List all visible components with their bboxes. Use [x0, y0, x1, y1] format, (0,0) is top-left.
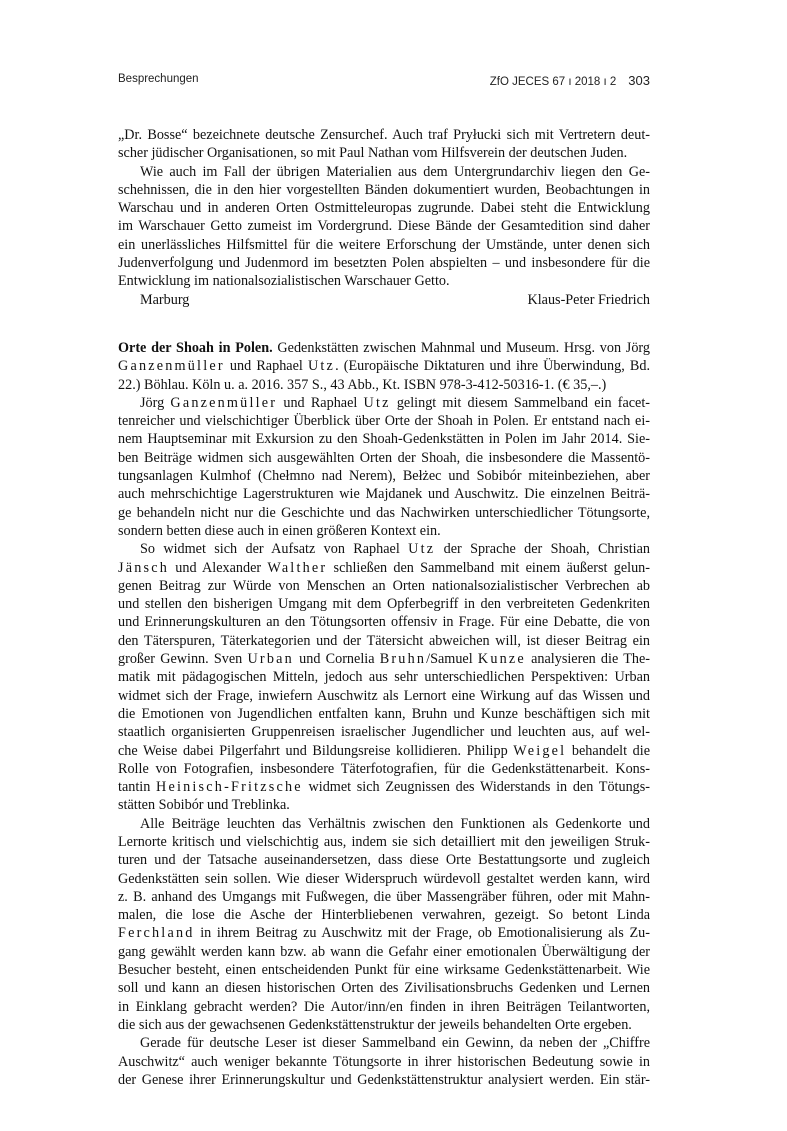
journal-name: ZfO JECES 67 ı 2018 ı 2 [489, 76, 617, 88]
text-line: im Warschauer Getto zumeist im Vordergrund. Diese Bände der Gesamtedition sind daher [118, 218, 650, 235]
text-line: tenreicher und vielschichtiger Überblick über Orte der Shoah in Polen. Er entstand nach ei- [118, 413, 650, 430]
page-number: 303 [628, 73, 650, 88]
running-header [118, 73, 650, 91]
person-name: Kunze [477, 651, 526, 668]
text-line: scher jüdischer Organisationen, so mit Paul Nathan vom Hilfsverein der deutschen Juden. [118, 145, 628, 162]
person-name: Bruhn [379, 651, 427, 668]
biblio-line: Orte der Shoah in Polen. Gedenkstätten zwischen Mahnmal und Museum. Hrsg. von Jörg [118, 339, 650, 356]
text-line: staatlich organisierten Gruppenreisen israelischer Jugendlicher und leuchten aus, auf wel- [118, 724, 650, 741]
text-line: nem Hauptseminar mit Exkursion zu den Shoah-Gedenkstätten in Polen im Jahr 2014. Sie- [118, 431, 650, 448]
text-line: matik mit pädagogischen Mitteln, jedoch aus sehr unterschiedlichen Perspektiven: Urban [118, 669, 650, 686]
text-line: großer Gewinn. Sven Urban und Cornelia Bruhn/Samuel Kunze analysieren die The- [118, 651, 650, 668]
text-line: tantin Heinisch-Fritzsche widmet sich Zeugnissen des Widerstands in den Tötungs- [118, 779, 651, 796]
person-name: Ferchland [118, 925, 195, 942]
person-name: Heinisch-Fritzsche [156, 779, 303, 796]
text-line: genen Beitrag zur Würde von Menschen an Orten nationalsozialistischer Verbrechen ab [118, 577, 650, 594]
text-line: So widmet sich der Aufsatz von Raphael Utz der Sprache der Shoah, Christian [140, 541, 650, 558]
text-line: stätten Sobibór und Treblinka. [118, 797, 290, 814]
reviewer-name: Klaus-Peter Friedrich [527, 291, 650, 308]
text-line: Rolle von Fotografien, insbesondere Täterfotografien, für die Gedenkstättenarbeit. Kons- [118, 760, 650, 777]
text-line: und stellen den bisherigen Umgang mit dem Opferbegriff in den verbreiteten Gedenkriten [118, 596, 650, 613]
text-line: Wie auch im Fall der übrigen Materialien aus dem Untergrundarchiv liegen den Ge- [140, 163, 650, 180]
text-line: ge behandeln nicht nur die Geschichte und das Nachwirken unterschiedlicher Tötungsorte, [118, 504, 650, 521]
person-name: Walther [267, 559, 328, 576]
text-line: Entwicklung im nationalsozialistischen Warschauer Getto. [118, 273, 450, 290]
text-line: Ferchland in ihrem Beitrag zu Auschwitz mit der Frage, ob Emotionalisierung als Zu- [118, 925, 650, 942]
text-line: malen, die lose die Asche der Hinterbliebenen verwahren, gezeigt. So betont Linda [118, 907, 650, 924]
text-line: Lernorte kritisch und vielschichtig aus, indem sie sich detailliert mit den jeweiligen Struk- [118, 833, 650, 850]
text-line: Alle Beiträge leuchten das Verhältnis zwischen den Funktionen als Gedenkorte und [140, 815, 650, 832]
text-line: gang gewählt werden kann bzw. ab wann die Gefahr einer emotionalen Überwältigung der [118, 943, 650, 960]
text-line: den Täterspuren, Täterkategorien und der Tätersicht abweichen will, ist dieser Beitrag ein [118, 632, 650, 649]
text-line: ben Beiträge widmen sich ausgewählten Orten der Shoah, die insbesondere die Massentö- [118, 449, 650, 466]
biblio-line: 22.) Böhlau. Köln u. a. 2016. 357 S., 43 Abb., Kt. ISBN 978-3-412-50316-1. (€ 35,–.) [118, 376, 607, 393]
person-name: Jänsch [118, 559, 170, 576]
book-title: Orte der Shoah in Polen. [118, 339, 273, 356]
person-name: Utz [408, 541, 436, 558]
journal-info [490, 73, 650, 88]
text-line: Gerade für deutsche Leser ist dieser Sammelband ein Gewinn, da neben der „Chiffre [140, 1035, 650, 1052]
person-name: Urban [247, 651, 294, 668]
text-line: che Weise dabei Pilgerfahrt und Bildungsreise kollidieren. Philipp Weigel behandelt die [118, 742, 651, 759]
biblio-line: Ganzenmüller und Raphael Utz. (Europäische Diktaturen und ihre Überwindung, Bd. [118, 358, 650, 375]
text-line: „Dr. Bosse“ bezeichnete deutsche Zensurchef. Auch traf Pryłucki sich mit Vertretern deut- [118, 127, 650, 143]
text-line: die sich aus der gewachsenen Gedenkstättenstruktur der jeweils behandelten Orte ergeben. [118, 1016, 632, 1033]
section-title: Besprechungen [118, 73, 199, 85]
editor-name: Utz [307, 358, 336, 375]
person-name: Weigel [513, 742, 567, 759]
text-line: der Genese ihrer Erinnerungskultur und Gedenkstättenstruktur analysiert werden. Ein stär- [118, 1071, 650, 1088]
reviewer-place: Marburg [140, 291, 190, 308]
text-line: Jörg Ganzenmüller und Raphael Utz gelingt mit diesem Sammelband ein facet- [140, 394, 651, 411]
text-line: die Emotionen von Jugendlichen entfalten kann, Bruhn und Kunze beschäftigen sich mit [118, 705, 650, 722]
text-line: schehnissen, die in den hier vorgestellten Bänden dokumentiert wurden, Beobachtungen in [118, 181, 650, 198]
text-line: Auschwitz“ auch weniger bekannte Tötungsorte in ihrer historischen Bedeutung sowie in [118, 1053, 650, 1070]
editor-name: Ganzenmüller [118, 358, 225, 375]
text-line: in Einklang gebracht werden? Die Autor/inn/en finden in ihren Beiträgen Teilantworten, [118, 998, 650, 1015]
text-line: widmet sich der Frage, inwiefern Auschwitz als Lernort eine Wirkung auf das Wissen und [118, 687, 650, 704]
text-line: ein unerlässliches Hilfsmittel für die weitere Erforschung der Umstände, unter denen sich [118, 236, 650, 253]
body-text [118, 126, 650, 1089]
text-line: Jänsch und Alexander Walther schließen den Sammelband mit einem äußerst gelun- [118, 559, 650, 576]
text-line: Gedenkstätten sein sollen. Wie dieser Widerspruch würdevoll gestaltet werden kann, wird [118, 870, 650, 887]
review-signoff [118, 291, 650, 309]
person-name: Ganzenmüller [170, 394, 278, 411]
text-line: z. B. anhand des Umgangs mit Fußwegen, die über Massengräber führen, oder mit Mahn- [118, 888, 650, 905]
person-name: Utz [363, 394, 391, 411]
text-line: sondern betten diese auch in einen größeren Kontext ein. [118, 522, 441, 539]
text-line: Besucher besteht, einen entscheidenden Punkt für eine wirksame Gedenkstättenarbeit. Wie [118, 962, 650, 979]
text-line: soll und kann an diesen historischen Orten des Zivilisationsbruchs Gedenken und Lernen [118, 980, 650, 997]
text-line: Judenverfolgung und Judenmord im besetzten Polen abspielten – und insbesondere für die [118, 255, 650, 272]
text-line: tungsanlagen Kulmhof (Chełmno nad Nerem), Bełżec und Sobibór miteinbeziehen, aber [118, 468, 650, 485]
text-line: Warschau und in anderen Orten Ostmitteleuropas zugrunde. Dabei steht die Entwicklung [118, 200, 650, 217]
text-line: turen und der Tatsache auseinandersetzen, dass diese Orte Bestattungsorte und zugleich [118, 852, 650, 869]
text-line: auch mehrschichtige Lagerstrukturen wie Majdanek und Auschwitz. Die einzelnen Beiträ- [118, 486, 650, 503]
text-line: und Erinnerungskulturen an den Tötungsorten offensiv in Frage. Für eine Debatte, die von [118, 614, 650, 631]
